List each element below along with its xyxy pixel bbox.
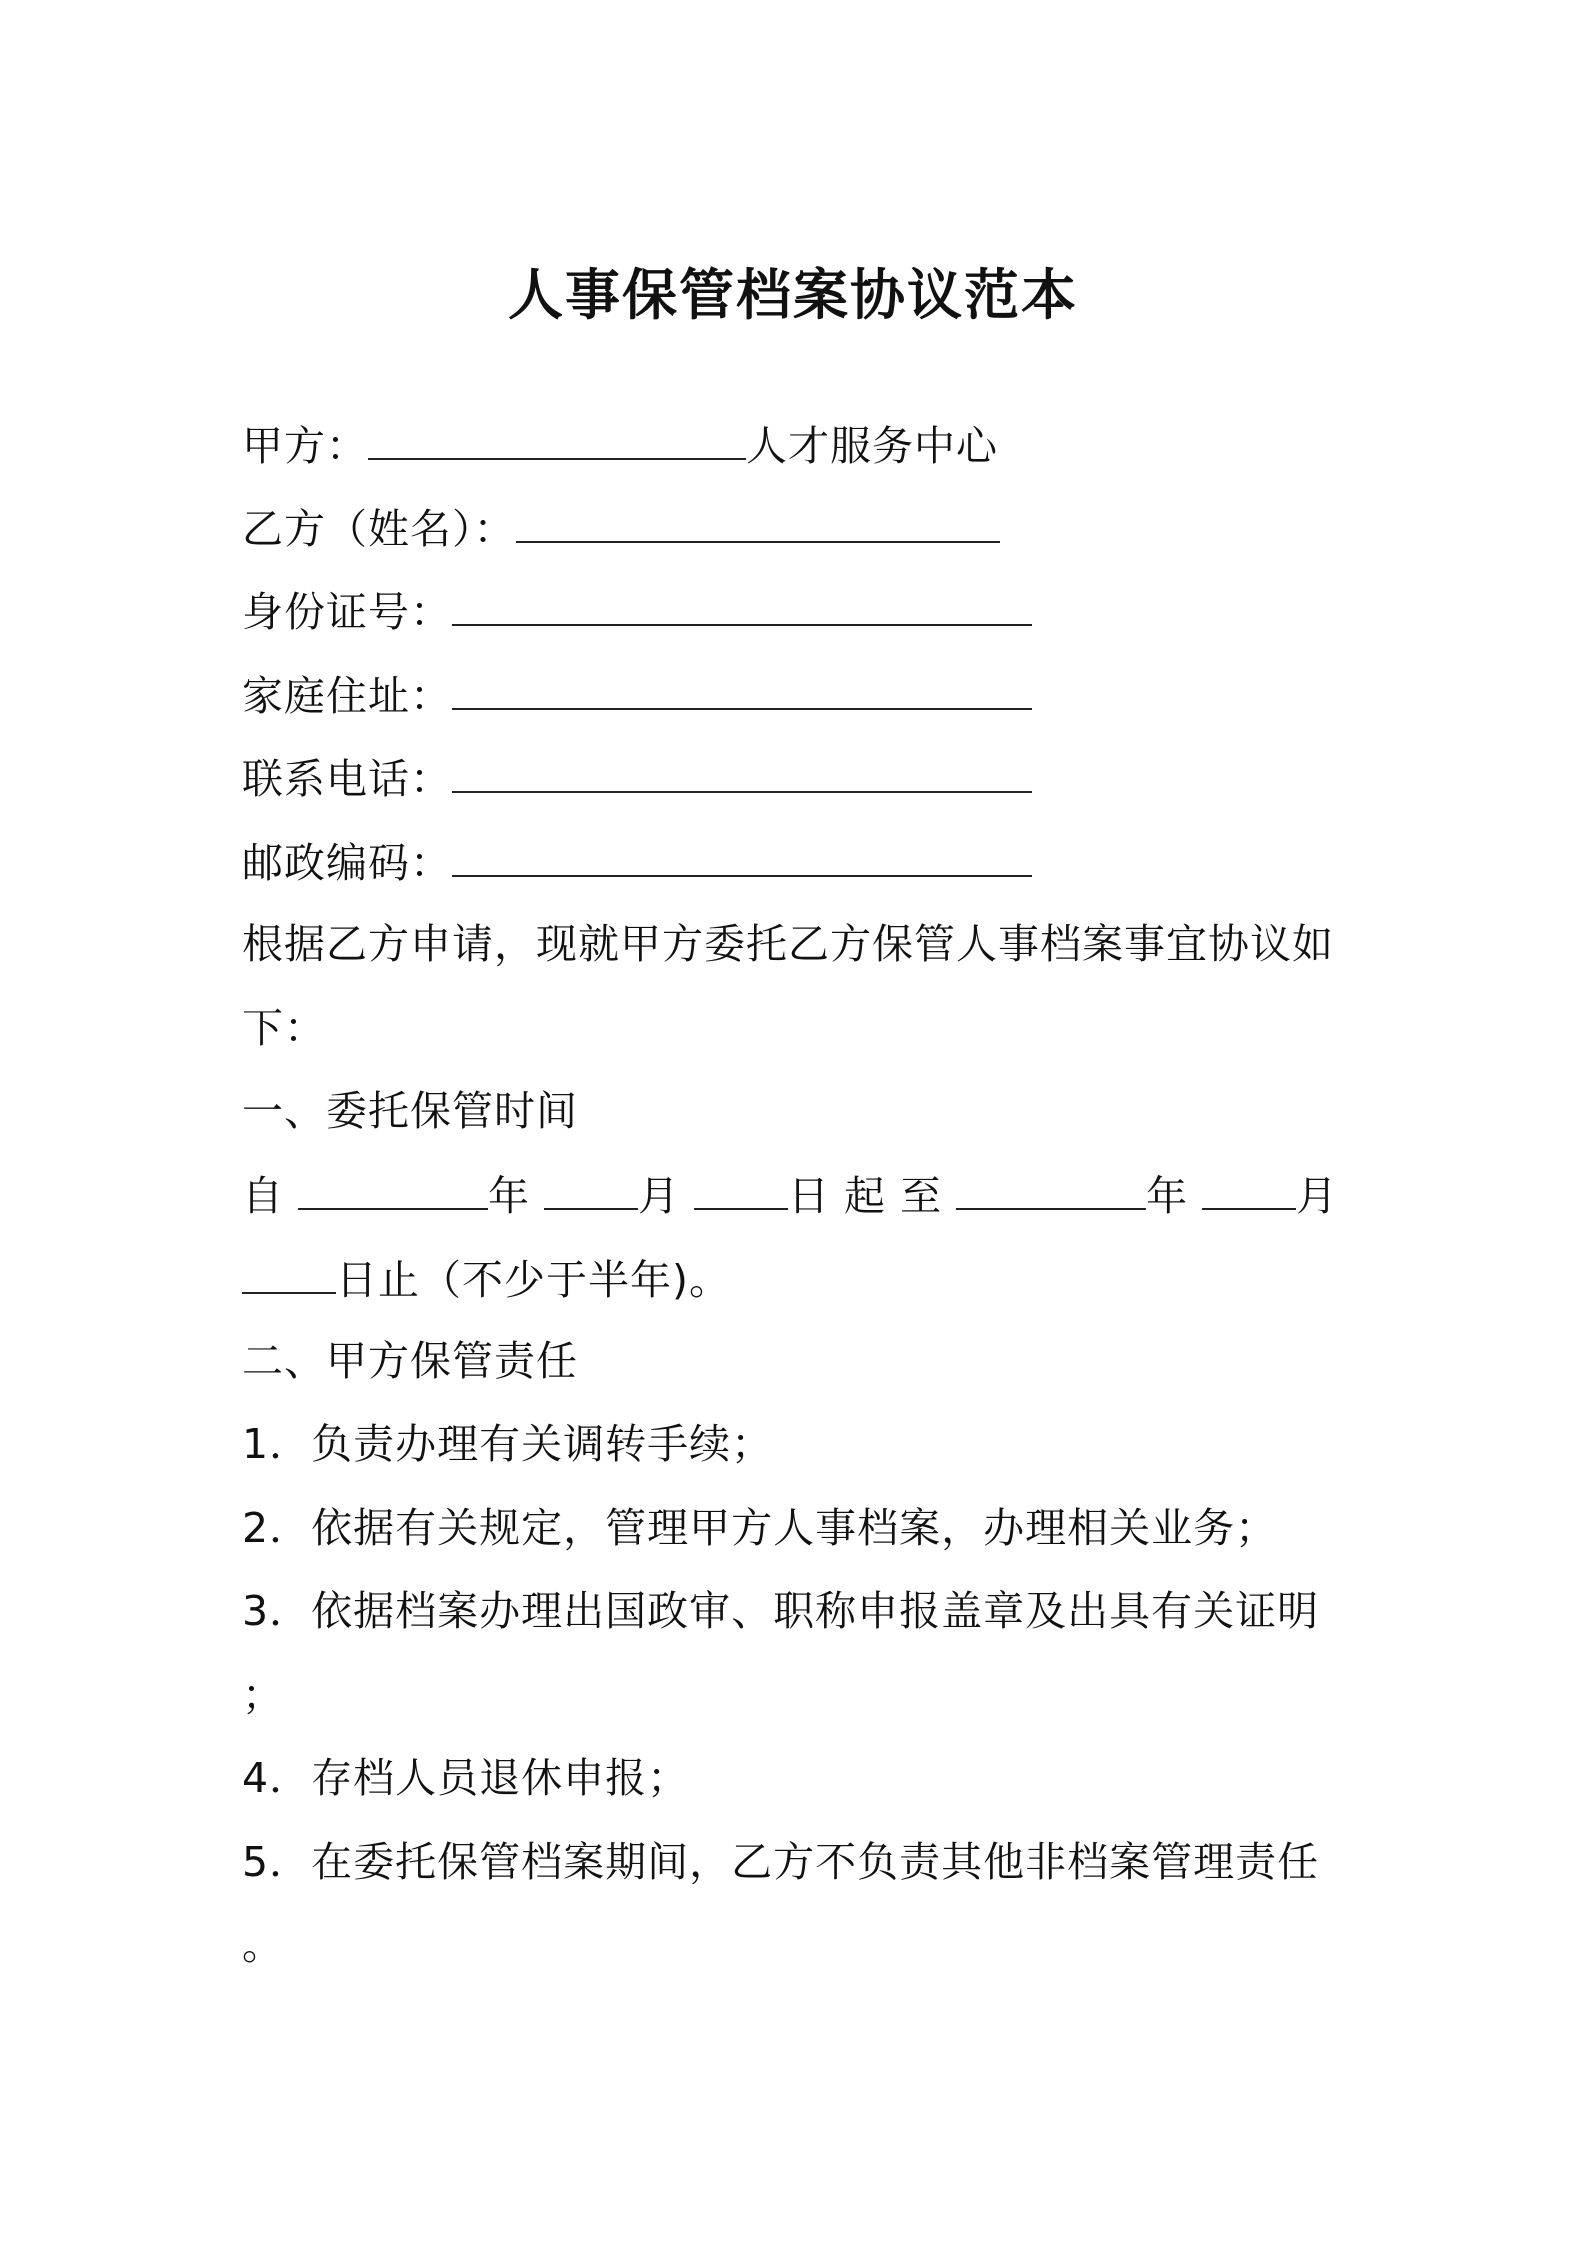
id-number-row — [242, 580, 1032, 642]
list-item-number: 1． — [242, 1420, 312, 1468]
id-number-blank[interactable] — [452, 580, 1032, 626]
party-a-blank[interactable] — [368, 414, 746, 460]
section-2-heading: 二、甲方保管责任 — [242, 1337, 578, 1385]
intro-line-2: 下： — [242, 1004, 326, 1052]
list-item — [242, 1832, 1319, 1892]
id-number-label: 身份证号： — [242, 588, 452, 636]
list-item-text: 在委托保管档案期间，乙方不负责其他非档案管理责任 — [311, 1838, 1320, 1886]
list-item-continuation: ； — [242, 1671, 284, 1719]
address-blank[interactable] — [452, 664, 1032, 710]
list-item-number: 3． — [242, 1587, 312, 1635]
end-month-label: 月 — [1296, 1172, 1339, 1220]
list-item-number: 4． — [242, 1754, 312, 1802]
party-a-row — [242, 414, 998, 476]
party-b-blank[interactable] — [516, 497, 1000, 543]
party-b-row — [242, 497, 1000, 559]
period-row-2 — [242, 1248, 731, 1310]
start-month-blank[interactable] — [544, 1164, 638, 1210]
start-month-label: 月 — [638, 1172, 680, 1220]
phone-row — [242, 747, 1032, 809]
period-tail: 日止（不少于半年)。 — [336, 1256, 731, 1304]
address-row — [242, 664, 1032, 726]
address-label: 家庭住址： — [242, 672, 452, 720]
phone-blank[interactable] — [452, 747, 1032, 793]
start-year-blank[interactable] — [298, 1164, 488, 1210]
postcode-blank[interactable] — [452, 831, 1032, 877]
end-year-blank[interactable] — [956, 1164, 1146, 1210]
postcode-row — [242, 831, 1032, 893]
list-item-number: 5． — [242, 1838, 312, 1886]
list-item-text: 负责办理有关调转手续； — [311, 1420, 774, 1468]
intro-line-1: 根据乙方申请，现就甲方委托乙方保管人事档案事宜协议如 — [242, 920, 1334, 968]
start-day-label: 日 起 至 — [788, 1172, 943, 1220]
end-day-blank[interactable] — [242, 1248, 336, 1294]
list-item — [242, 1498, 1277, 1558]
list-item-number: 2． — [242, 1504, 312, 1552]
end-month-blank[interactable] — [1202, 1164, 1296, 1210]
period-from: 自 — [242, 1172, 284, 1220]
end-year-label: 年 — [1146, 1172, 1189, 1220]
list-item — [242, 1748, 689, 1808]
list-item-text: 存档人员退休申报； — [311, 1754, 690, 1802]
period-row — [242, 1164, 1338, 1226]
list-item — [242, 1414, 773, 1474]
postcode-label: 邮政编码： — [242, 839, 452, 887]
party-a-label: 甲方： — [242, 422, 368, 470]
list-item-text: 依据档案办理出国政审、职称申报盖章及出具有关证明 — [311, 1587, 1320, 1635]
start-day-blank[interactable] — [694, 1164, 788, 1210]
document-title: 人事保管档案协议范本 — [507, 263, 1078, 327]
list-item — [242, 1581, 1319, 1641]
list-item-text: 依据有关规定，管理甲方人事档案，办理相关业务； — [311, 1504, 1278, 1552]
start-year-label: 年 — [488, 1172, 530, 1220]
list-item-continuation: 。 — [242, 1921, 284, 1969]
phone-label: 联系电话： — [242, 755, 452, 803]
section-1-heading: 一、委托保管时间 — [242, 1087, 578, 1135]
party-a-suffix: 人才服务中心 — [746, 422, 998, 470]
party-b-label: 乙方（姓名）： — [242, 505, 516, 553]
